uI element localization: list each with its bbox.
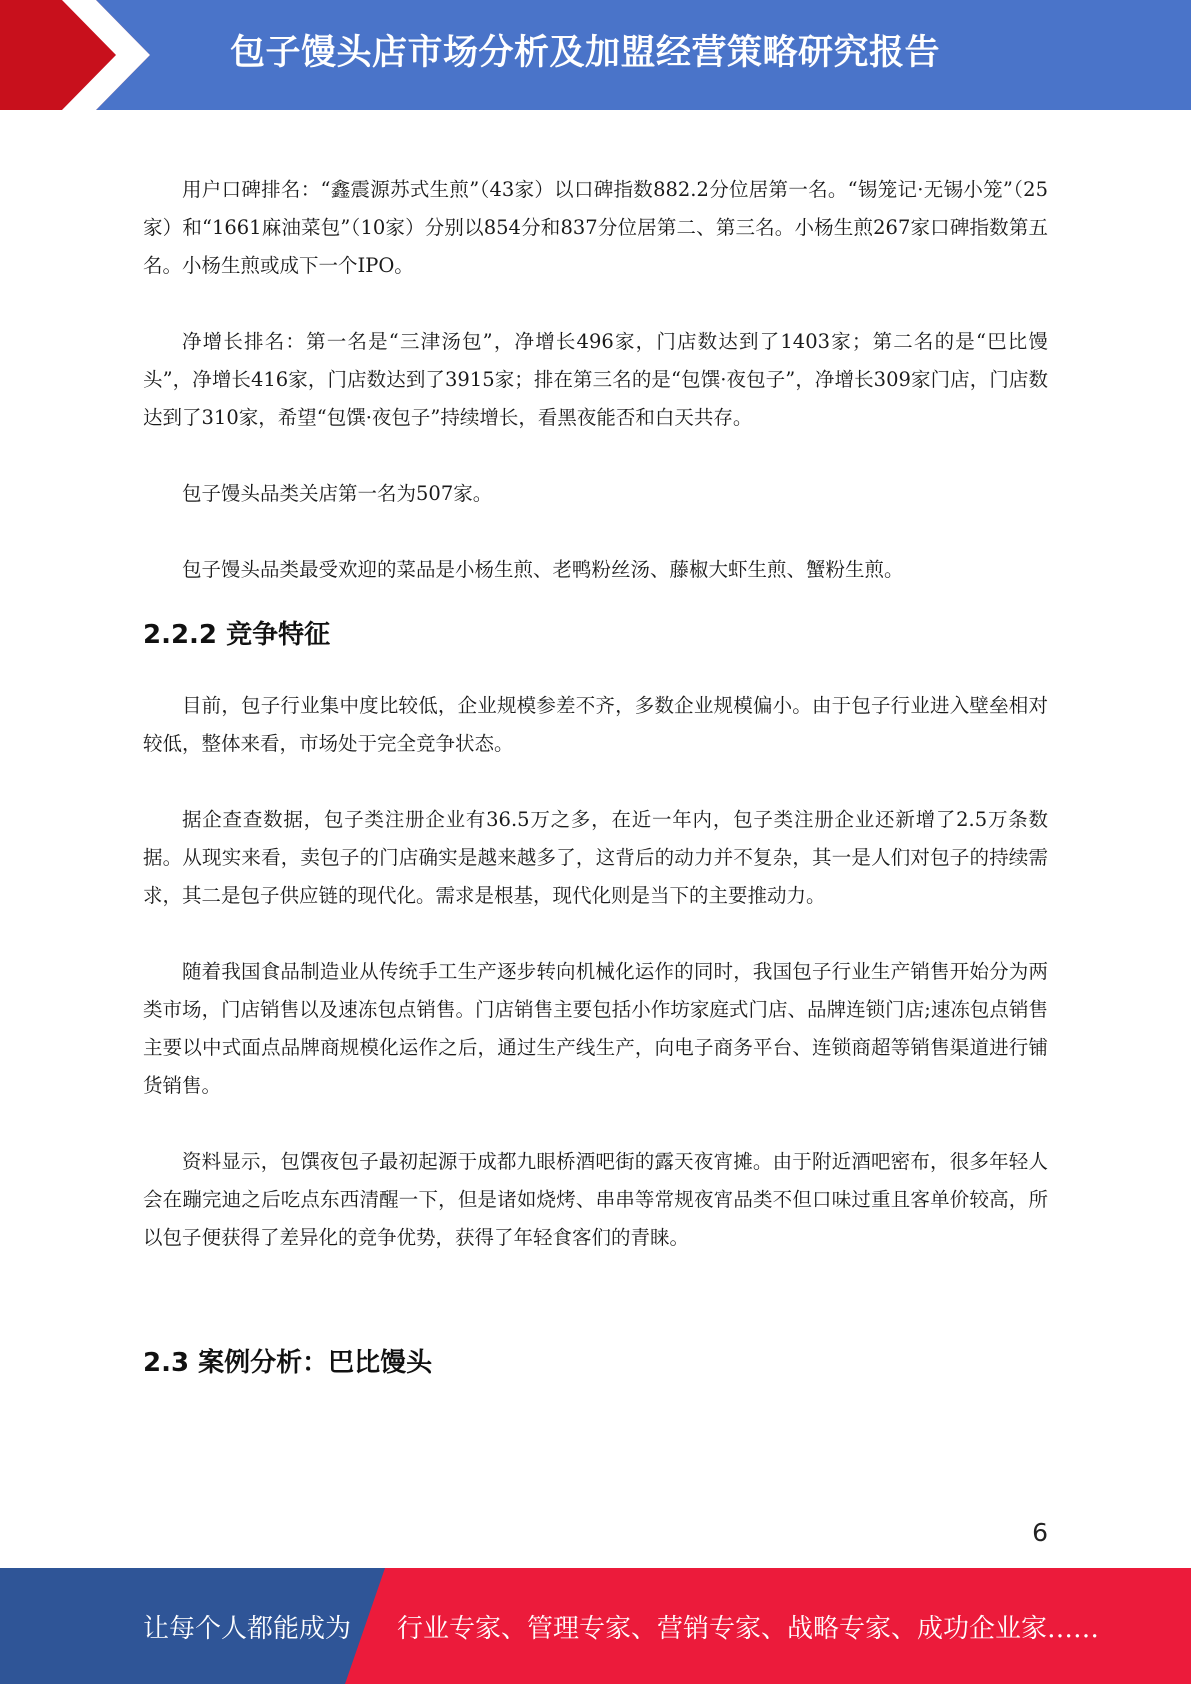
header-arrow-decoration (0, 0, 160, 110)
page-header (0, 0, 1191, 110)
paragraph-popular-dishes: 包子馒头品类最受欢迎的菜品是小杨生煎、老鸭粉丝汤、藤椒大虾生煎、蟹粉生煎。 (182, 558, 904, 581)
section-heading-case-study: 2.3 案例分析：巴比馒头 (143, 1348, 433, 1378)
section-heading-competition: 2.2.2 竞争特征 (143, 620, 331, 650)
paragraph-night-buns-origin: 资料显示，包馔夜包子最初起源于成都九眼桥酒吧街的露天夜宵摊。由于附近酒吧密布，很多年轻人会在蹦完迪之后吃点东西清醒一下，但是诸如烧烤、串串等常规夜宵品类不但口味过重且客单价较高，所以包子便获得了差异化的竞争优势，获得了年轻食客们的青睐。 (143, 1150, 1048, 1249)
paragraph-net-growth-ranking: 净增长排名：第一名是“三津汤包”，净增长496家，门店数达到了1403家；第二名的是“巴比馒头”，净增长416家，门店数达到了3915家；排在第三名的是“包馔·夜包子”，净增长309家门店，门店数达到了310家，希望“包馔·夜包子”持续增长，看黑夜能否和白天共存。 (143, 330, 1048, 429)
footer-slogan-left: 让每个人都能成为 (143, 1614, 352, 1644)
paragraph-store-closures: 包子馒头品类关店第一名为507家。 (182, 482, 493, 505)
paragraph-registered-companies: 据企查查数据，包子类注册企业有36.5万之多，在近一年内，包子类注册企业还新增了2.5万条数据。从现实来看，卖包子的门店确实是越来越多了，这背后的动力并不复杂，其一是人们对包子的持续需求，其二是包子供应链的现代化。需求是根基，现代化则是当下的主要推动力。 (143, 808, 1048, 907)
report-title: 包子馒头店市场分析及加盟经营策略研究报告 (230, 33, 941, 73)
page-number: 6 (1032, 1518, 1048, 1547)
page-footer (0, 1568, 1191, 1684)
paragraph-market-segments: 随着我国食品制造业从传统手工生产逐步转向机械化运作的同时，我国包子行业生产销售开始分为两类市场，门店销售以及速冻包点销售。门店销售主要包括小作坊家庭式门店、品牌连锁门店;速冻包点销售主要以中式面点品牌商规模化运作之后，通过生产线生产，向电子商务平台、连锁商超等销售渠道进行铺货销售。 (143, 960, 1048, 1097)
document-body (143, 171, 1048, 1383)
paragraph-industry-concentration: 目前，包子行业集中度比较低，企业规模参差不齐，多数企业规模偏小。由于包子行业进入壁垒相对较低，整体来看，市场处于完全竞争状态。 (143, 694, 1048, 755)
paragraph-reputation-ranking: 用户口碑排名：“鑫震源苏式生煎”（43家）以口碑指数882.2分位居第一名。“锡笼记·无锡小笼”（25家）和“1661麻油菜包”（10家）分别以854分和837分位居第二、第三名。小杨生煎267家口碑指数第五名。小杨生煎或成下一个IPO。 (143, 178, 1048, 277)
footer-slogan-right: 行业专家、管理专家、营销专家、战略专家、成功企业家…… (397, 1614, 1100, 1644)
